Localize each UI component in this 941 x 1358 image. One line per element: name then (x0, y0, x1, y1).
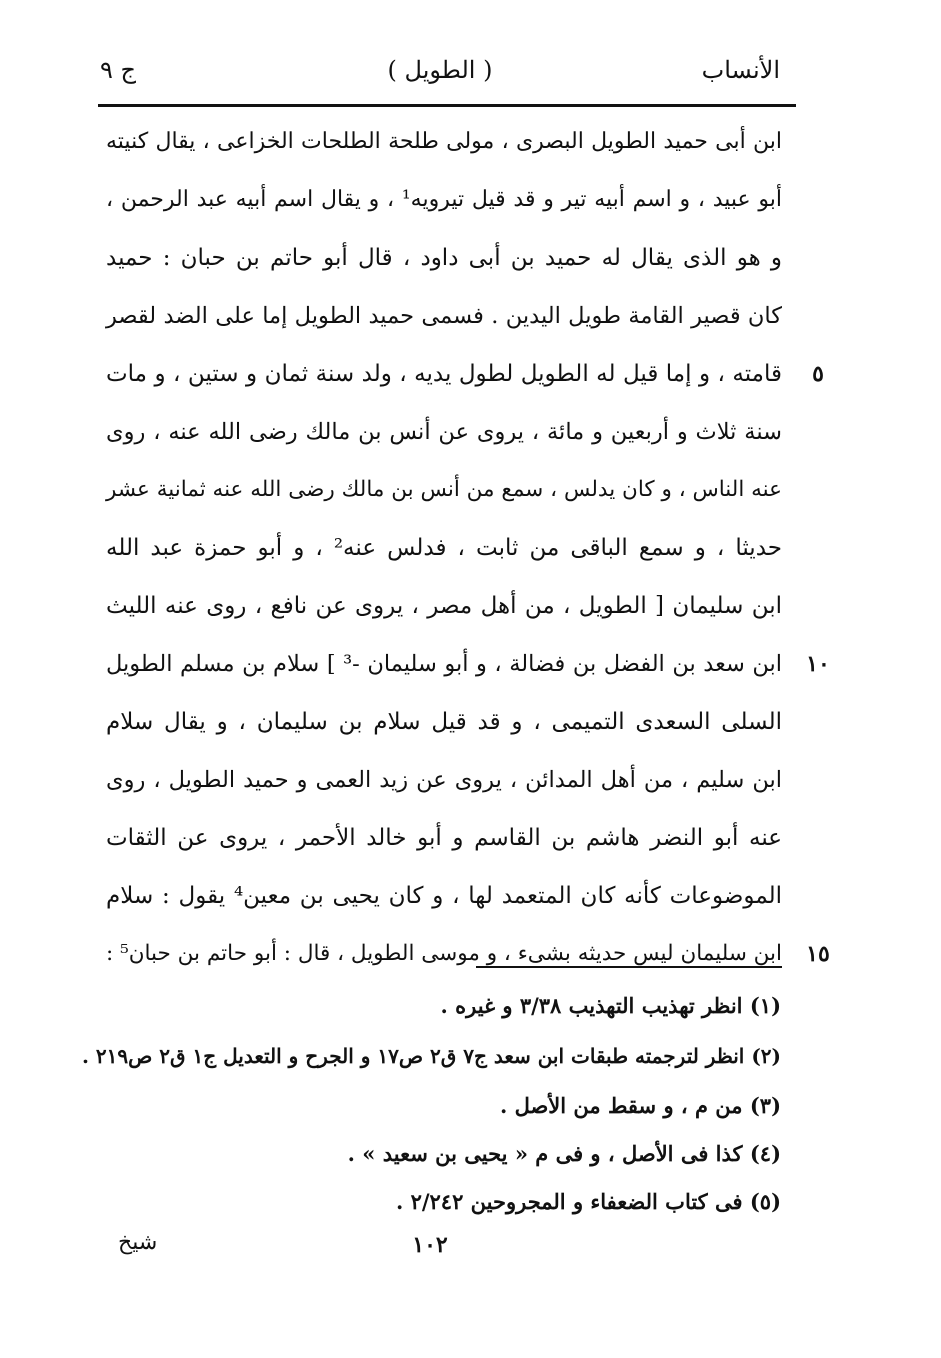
text-line-15: ابن سليمان ليس حديثه بشىء ، و موسى الطويل ، قال : أبو حاتم بن حبان⁵ : (106, 941, 782, 966)
text-line-7: عنه الناس ، و كان يدلس ، سمع من أنس بن مالك رضى الله عنه ثمانية عشر (106, 477, 782, 502)
text-line-2: أبو عبيد ، و اسم أبيه تير و قد قيل تيرويه¹ ، و يقال اسم أبيه عبد الرحمن ، (106, 187, 782, 212)
text-line-14: الموضوعات كأنه كان المتعمد لها ، و كان يحيى بن معين⁴ يقول : سلام (106, 883, 783, 909)
text-line-3: و هو الذى يقال له حميد بن أبى داود ، قال أبو حاتم بن حبان : حميد (106, 245, 782, 271)
text-line-11: السلى السعدى التميمى ، و قد قيل سلام بن سليمان ، و يقال سلام (106, 709, 782, 735)
text-line-1: ابن أبى حميد الطويل البصرى ، مولى طلحة الطلحات الخزاعى ، يقال كنيته (106, 129, 782, 154)
signature-word: شيخ (118, 1230, 158, 1255)
footnote-3: (٣) من م ، و سقط من الأصل . (499, 1093, 781, 1118)
page-number: ١٠٢ (412, 1232, 448, 1258)
text-line-5: قامته ، و إما قيل له الطويل لطول يديه ، ولد سنة ثمان و ستين ، و مات (106, 361, 782, 387)
entry-title: ( الطويل ) (387, 56, 493, 84)
line-number-10: ١٠ (806, 651, 830, 677)
running-header (100, 48, 780, 96)
footnote-2: (٢) انظر لترجمته طبقات ابن سعد ج٧ ق٢ ص١٧ و الجرح و التعديل ج١ ق٢ ص٢١٩ . (81, 1044, 781, 1068)
header-rule (98, 104, 796, 107)
line-number-15: ١٥ (806, 941, 830, 967)
text-line-10: ابن سعد بن الفضل بن فضالة ، و أبو سليمان -³ ] سلام بن مسلم الطويل (106, 651, 782, 677)
text-line-6: سنة ثلاث و أربعين و مائة ، يروى عن أنس بن مالك رضى الله عنه ، روى (106, 419, 782, 445)
footnote-4: (٤) كذا فى الأصل ، و فى م « يحيى بن سعيد » . (347, 1141, 781, 1166)
footnote-5: (٥) فى كتاب الضعفاء و المجروحين ٢/٢٤٢ . (395, 1189, 781, 1214)
text-line-9: ابن سليمان [ الطويل ، من أهل مصر ، يروى عن نافع ، روى عنه الليث (106, 593, 782, 619)
text-line-4: كان قصير القامة طويل اليدين . فسمى حميد الطويل إما على الضد لقصر (106, 303, 782, 329)
line-number-5: ٥ (812, 361, 824, 387)
footnote-1: (١) انظر تهذيب التهذيب ٣/٣٨ و غيره . (440, 993, 781, 1018)
book-title: الأنساب (701, 56, 780, 84)
volume-number: ج ٩ (100, 56, 137, 84)
text-line-8: حديثا ، و سمع الباقى من ثابت ، فدلس عنه² ، و أبو حمزة عبد الله (106, 535, 782, 561)
text-line-12: ابن سليم ، من أهل المدائن ، يروى عن زيد العمى و حميد الطويل ، روى (106, 767, 782, 793)
footnote-rule (476, 966, 782, 968)
text-line-13: عنه أبو النضر هاشم بن القاسم و أبو خالد الأحمر ، يروى عن الثقات (106, 825, 782, 851)
